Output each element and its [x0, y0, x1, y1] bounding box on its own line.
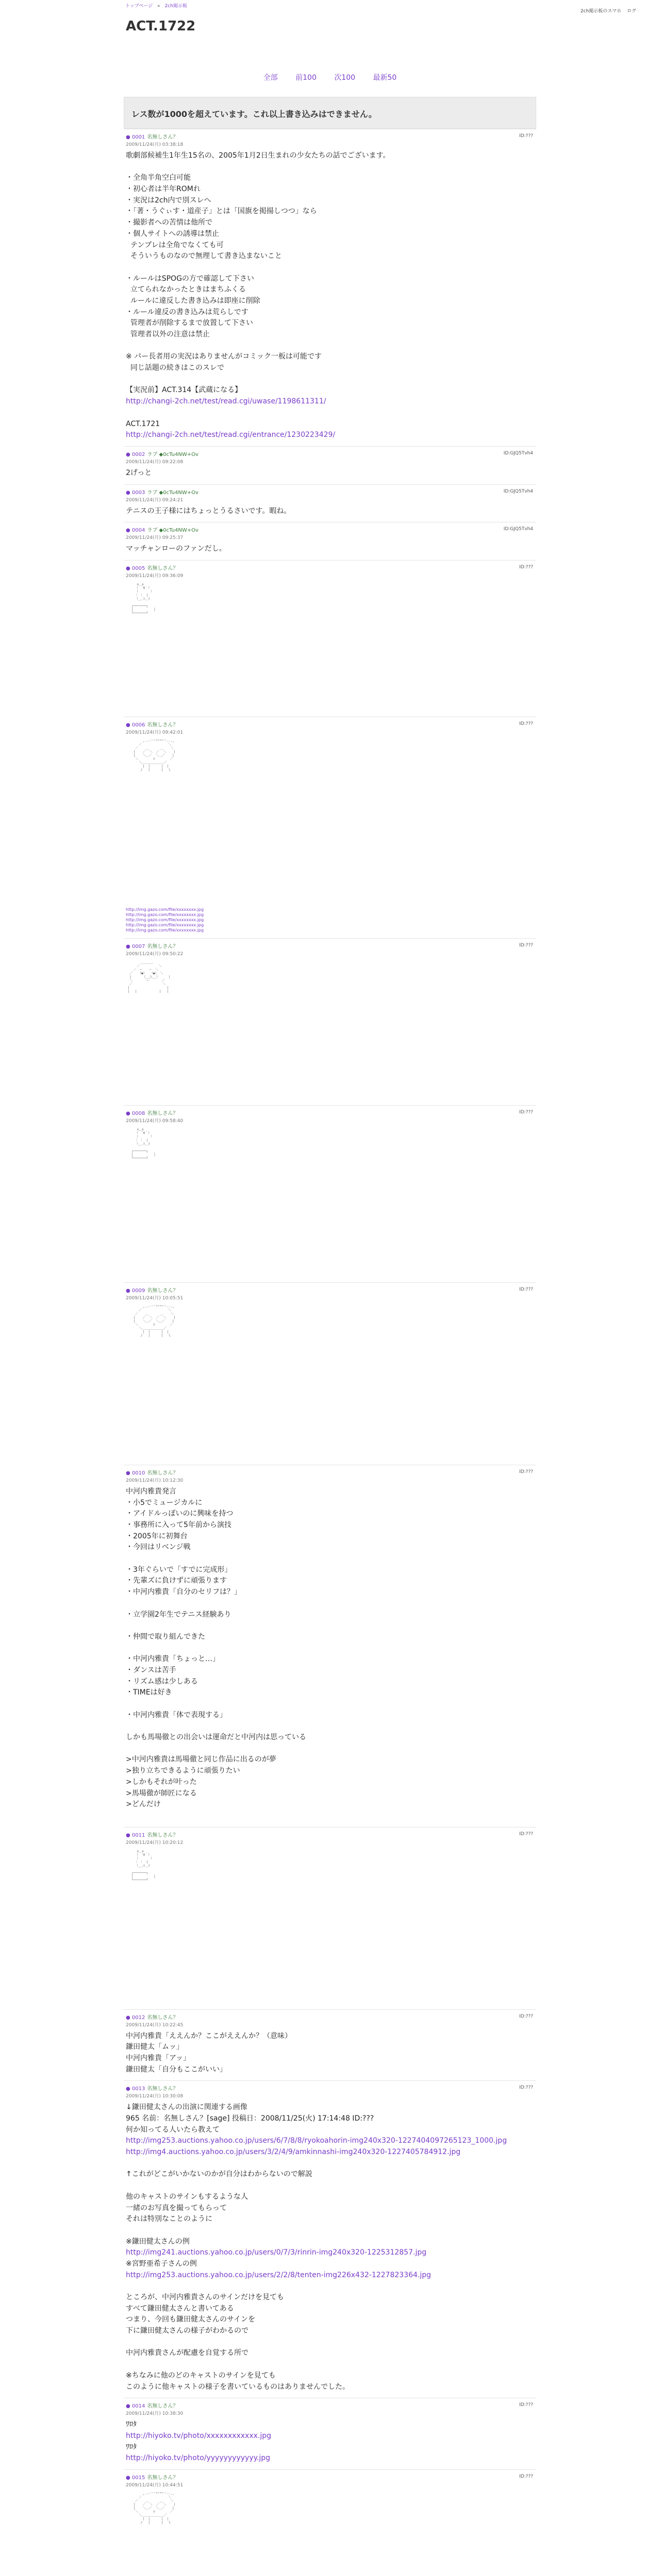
post-list	[124, 129, 536, 2576]
post-text-line	[126, 2337, 534, 2348]
ascii-art: ,.-‐'''""""''‐-., ／ ＼ ／ ＿ ＿ ＼ | ／ ＼ ／ ＼ | | ＼＿／ ＼＿／ | ＼ ▽ ／ ＼＿＿＿＿＿＿＿／ | | | | / | | \	[133, 739, 176, 772]
post-date: 2009/11/24(月) 10:12:30	[126, 1478, 184, 1483]
image-link-list	[126, 907, 534, 933]
post-author-name: 名無しさん？	[147, 2475, 178, 2481]
post-date: 2009/11/24(月) 09:58:40	[126, 1118, 184, 1124]
post-author-name: ラブ ◆0cTu4NW+Ov	[147, 451, 198, 457]
ascii-art: ∧＿∧ （ ´∀｀） （ ） ｜ ｜ | （_＿)＿) ┌───────┐ │ │ └───────┘	[131, 1849, 156, 1882]
post-date: 2009/11/24(月) 09:50:22	[126, 951, 184, 957]
post-date: 2009/11/24(月) 09:25:37	[126, 535, 184, 541]
post-text-line: ・2005年に初舞台	[126, 1532, 188, 1540]
post-header	[126, 1109, 534, 1116]
post-date: 2009/11/24(月) 10:30:08	[126, 2094, 184, 2099]
post-author-name: 名無しさん？	[147, 134, 178, 140]
post-text-line: ※ パー長者用の実況はありませんがコミック一板は可能です	[126, 352, 322, 361]
post-header	[126, 2473, 534, 2481]
post-text-line	[126, 1620, 534, 1632]
post-number-link[interactable]: ● 0002	[126, 451, 145, 457]
post-0003	[124, 484, 536, 522]
post-header	[126, 488, 534, 496]
post-text-line: 一緒のお写真を撮ってもらって	[126, 2204, 227, 2212]
post-text-line: ・先輩ズに負けずに頑張ります	[126, 1577, 227, 1585]
post-text-line: ・小5でミュージカルに	[126, 1498, 203, 1507]
post-text-line	[126, 408, 534, 419]
post-text-line: ところが、中河内雅貴さんのサインだけを見ても	[126, 2293, 285, 2301]
image-link[interactable]: http://img.gazo.com/file/xxxxxxxx.jpg	[126, 927, 204, 933]
post-date: 2009/11/24(月) 10:05:51	[126, 1295, 184, 1301]
post-number-link[interactable]: ● 0011	[126, 1832, 145, 1838]
post-header	[126, 526, 534, 533]
post-number-link[interactable]: ● 0006	[126, 722, 145, 728]
post-text-line	[126, 1699, 534, 1710]
post-number-link[interactable]: ● 0007	[126, 943, 145, 950]
post-text-line: >馬場徹が師匠になる	[126, 1789, 197, 1798]
ascii-art: ＿＿＿＿ ／ ＼ ／ ─ ─ ＼ ／ （●） （●） ＼ | （__人__） | ＼ ｀⌒´ ／ ／ ＼ | | | | | |	[127, 960, 171, 993]
post-id: ID:???	[519, 133, 533, 139]
post-number-link[interactable]: ● 0012	[126, 2014, 145, 2021]
post-link[interactable]: http://changi-2ch.net/test/read.cgi/entrance/1230223429/	[126, 431, 336, 439]
top-navigation	[0, 0, 662, 14]
post-header	[126, 2084, 534, 2092]
post-text-line: ・事務所に入って5年前から演技	[126, 1521, 231, 1529]
post-date: 2009/11/24(月) 10:22:45	[126, 2022, 184, 2028]
post-header	[126, 720, 534, 728]
post-text-line: ※宮野亜希子さんの例	[126, 2259, 197, 2268]
post-number-link[interactable]: ● 0001	[126, 134, 145, 140]
post-id: ID:???	[519, 1286, 533, 1292]
post-text-line: 立てられなかったときはまちふくる	[126, 285, 246, 294]
ascii-art: ∧＿∧ （ ´∀｀） （ ） ｜ ｜ | （_＿)＿) ┌───────┐ │ │ └───────┘	[131, 1127, 156, 1160]
smartphone-link[interactable]: 2ch掲示板のスマホ	[580, 9, 622, 14]
post-text-line	[126, 341, 534, 352]
post-number-link[interactable]: ● 0008	[126, 1110, 145, 1116]
post-text-line: テニスの王子様にはちょっとうるさいです。暇ね。	[126, 506, 291, 515]
post-text-line: ・初心者は半年ROMれ	[126, 185, 201, 194]
post-0004	[124, 522, 536, 560]
post-text-line: ﾜﾛﾀ	[126, 2443, 137, 2451]
post-text-line	[126, 1721, 534, 1732]
thread-page	[124, 15, 536, 2576]
ascii-art: ,.-‐'''""""''‐-., ／ ＼ ／ ＿ ＿ ＼ | ／ ＼ ／ ＼ | | ＼＿／ ＼＿／ | ＼ ▽ ／ ＼＿＿＿＿＿＿＿／ | | | | / | | \	[133, 1304, 176, 1337]
post-text-line	[126, 2281, 534, 2292]
image-link[interactable]: http://img.gazo.com/file/xxxxxxxx.jpg	[126, 922, 204, 927]
post-text-line	[126, 374, 534, 385]
post-id: ID:???	[519, 1831, 533, 1837]
post-id: ID:???	[519, 564, 533, 570]
post-text-line: それは特別なことのように	[126, 2215, 212, 2224]
post-text-line: 他のキャストのサインもするような人	[126, 2192, 249, 2201]
post-body	[126, 506, 534, 517]
image-link[interactable]: http://img.gazo.com/file/xxxxxxxx.jpg	[126, 917, 204, 922]
post-author-name: 名無しさん？	[147, 943, 178, 950]
post-text-line: ・リズム感は少しある	[126, 1677, 198, 1686]
pager-latest50-link[interactable]: 最新50	[373, 74, 397, 82]
post-date: 2009/11/24(月) 09:36:09	[126, 573, 184, 579]
post-header	[126, 132, 534, 140]
post-text-line: 【実況前】ACT.314【武蔵になる】	[126, 386, 242, 395]
post-text-line: ﾜﾛﾀ	[126, 2420, 137, 2429]
post-link[interactable]: http://img4.auctions.yahoo.co.jp/users/3/2/4/9/amkinnashi-img240x320-1227405784912.jpg	[126, 2148, 461, 2157]
post-text-line	[126, 162, 534, 173]
post-0001	[124, 129, 536, 446]
post-text-line: ・ルール違反の書き込みは荒らしです	[126, 308, 249, 316]
post-text-line: ACT.1721	[126, 419, 160, 428]
post-text-line: ・「著・うぐぃす・道産子」とは「国旗を掲揚しつつ」なら	[126, 207, 317, 216]
post-text-line: >独り立ちできるように頑張りたい	[126, 1767, 240, 1775]
post-text-line	[126, 1743, 534, 1755]
post-author-name: 名無しさん？	[147, 565, 178, 571]
post-link[interactable]: http://img241.auctions.yahoo.co.jp/users/0/7/3/rinrin-img240x320-1225312857.jpg	[126, 2248, 427, 2257]
post-header	[126, 2013, 534, 2021]
post-text-line: ルールに違反した書き込みは即座に削除	[126, 296, 260, 305]
post-text-line: ・仲間で取り組んできた	[126, 1632, 205, 1641]
pager-prev100-link[interactable]: 前100	[295, 74, 317, 82]
post-0010	[124, 1465, 536, 1827]
post-header	[126, 450, 534, 457]
post-number-link[interactable]: ● 0013	[126, 2086, 145, 2092]
post-id: ID:GJQ5Tvh4	[503, 527, 533, 532]
post-text-line: 鎌田健太「ムッ」	[126, 2043, 184, 2052]
post-text-line: ・立学園2年生でテニス経験あり	[126, 1610, 231, 1619]
post-date: 2009/11/24(月) 09:22:08	[126, 459, 184, 465]
post-0002	[124, 446, 536, 484]
post-id: ID:???	[519, 942, 533, 948]
post-text-line: 何か知ってる人いたら教えて	[126, 2125, 220, 2134]
post-text-line: ・個人サイトへの誘導は禁止	[126, 229, 220, 238]
post-text-line: 下に鎌田健太さんの様子がわかるので	[126, 2327, 249, 2335]
post-text-line: ※鎌田健太さんの例	[126, 2237, 190, 2246]
post-text-line: ・中河内雅貴「ちょっと…」	[126, 1655, 220, 1664]
post-number-link[interactable]: ● 0010	[126, 1470, 145, 1476]
post-number-link[interactable]: ● 0003	[126, 489, 145, 496]
post-text-line: 中河内雅貴「ええんか？ここがええんか？（意味）	[126, 2031, 292, 2040]
post-text-line: ・ルールはSPOGの方で確認して下さい	[126, 274, 254, 283]
post-0012	[124, 2009, 536, 2081]
post-text-line: ↑これがどこがいかないのかが自分はわからないので解説	[126, 2170, 312, 2179]
image-link[interactable]: http://img.gazo.com/file/xxxxxxxx.jpg	[126, 907, 204, 912]
post-id: ID:???	[519, 1109, 533, 1115]
post-body	[126, 468, 534, 479]
post-text-line: 同じ話題の続きはこのスレで	[126, 364, 224, 372]
post-0014	[124, 2398, 536, 2469]
post-date: 2009/11/24(月) 09:42:01	[126, 730, 184, 735]
post-header	[126, 2401, 534, 2409]
post-text-line: 管理者以外の注意は禁止	[126, 330, 210, 338]
post-date: 2009/11/24(月) 10:38:30	[126, 2411, 184, 2417]
post-text-line: マッチャンローのファンだし。	[126, 545, 226, 553]
post-author-name: 名無しさん？	[147, 1832, 178, 1838]
post-header	[126, 564, 534, 571]
post-header	[126, 1831, 534, 1838]
post-0005	[124, 560, 536, 717]
post-body	[126, 2102, 534, 2393]
post-author-name: 名無しさん？	[147, 2403, 178, 2410]
post-text-line	[126, 1643, 534, 1654]
top-right-links	[576, 7, 636, 14]
post-text-line: ・ダンスは苦手	[126, 1666, 176, 1674]
post-date: 2009/11/24(月) 09:24:21	[126, 497, 184, 503]
post-author-name: 名無しさん？	[147, 1110, 178, 1116]
post-text-line: ・アイドルっぽいのに興味を持つ	[126, 1510, 234, 1518]
post-text-line: 中河内雅貴さんが配慮を自覚する所で	[126, 2349, 249, 2358]
post-text-line: ・TIMEは好き	[126, 1688, 172, 1697]
post-id: ID:???	[519, 2085, 533, 2091]
post-text-line: 中河内雅貴「アッ」	[126, 2054, 191, 2062]
post-text-line	[126, 2158, 534, 2170]
image-link[interactable]: http://img.gazo.com/file/xxxxxxxx.jpg	[126, 912, 204, 917]
post-0006	[124, 717, 536, 938]
post-text-line: このように他キャストの様子を書いているものはありませんでした。	[126, 2382, 350, 2391]
post-text-line: ※ちなみに他のどのキャストのサインを見ても	[126, 2371, 276, 2380]
post-link[interactable]: http://hiyoko.tv/photo/yyyyyyyyyyyy.jpg	[126, 2454, 271, 2463]
post-0008	[124, 1105, 536, 1282]
post-link[interactable]: http://img253.auctions.yahoo.co.jp/users/2/2/8/tenten-img226x432-1227823364.jpg	[126, 2270, 432, 2279]
post-text-line: ・実況は2ch内で別スレへ	[126, 196, 211, 205]
post-author-name: 名無しさん？	[147, 2086, 178, 2092]
post-text-line: ・中河内雅貴「自分のセリフは？」	[126, 1588, 241, 1597]
post-id: ID:???	[519, 1469, 533, 1475]
post-text-line: ・中河内雅貴「体で表現する」	[126, 1710, 227, 1719]
post-0013	[124, 2080, 536, 2398]
post-body	[126, 150, 534, 441]
post-author-name: 名無しさん？	[147, 2014, 178, 2021]
post-0015	[124, 2469, 536, 2576]
post-text-line	[126, 2225, 534, 2236]
post-body	[126, 1486, 534, 1822]
post-text-line: >どんだけ	[126, 1800, 161, 1809]
post-text-line	[126, 2359, 534, 2370]
ascii-art: ,.-‐'''""""''‐-., ／ ＼ ／ ＿ ＿ ＼ | ／ ＼ ／ ＼ | | ＼＿／ ＼＿／ | ＼ ▽ ／ ＼＿＿＿＿＿＿＿／ | | | | / | | \	[133, 2492, 176, 2524]
post-text-line	[126, 1810, 534, 1822]
post-number-link[interactable]: ● 0009	[126, 1287, 145, 1294]
post-text-line: しかも馬場徹との出会いは運命だと中河内は思っている	[126, 1733, 306, 1742]
post-header	[126, 1468, 534, 1476]
post-number-link[interactable]: ● 0005	[126, 565, 145, 571]
post-author-name: 名無しさん？	[147, 1287, 178, 1294]
post-author-name: ラブ ◆0cTu4NW+Ov	[147, 489, 198, 496]
post-0007	[124, 938, 536, 1105]
post-text-line	[126, 1598, 534, 1609]
post-id: ID:GJQ5Tvh4	[503, 450, 533, 456]
post-text-line: >中河内雅貴は馬場徹と同じ作品に出るのが夢	[126, 1755, 276, 1764]
post-0009	[124, 1282, 536, 1465]
post-id: ID:???	[519, 721, 533, 726]
post-number-link[interactable]: ● 0004	[126, 528, 145, 534]
post-text-line: ・3年ぐらいで「すでに完成形」	[126, 1565, 232, 1574]
pager-all-link[interactable]: 全部	[263, 74, 278, 82]
post-date: 2009/11/24(月) 10:20:12	[126, 1840, 184, 1845]
post-author-name: 名無しさん？	[147, 722, 178, 728]
post-date: 2009/11/24(月) 03:38:18	[126, 142, 184, 147]
post-text-line: 管理者が削除するまで放置して下さい	[126, 319, 253, 328]
post-author-name: 名無しさん？	[147, 1470, 178, 1476]
post-id: ID:GJQ5Tvh4	[503, 488, 533, 494]
post-text-line: そういうものなので無理して書き込まないこと	[126, 252, 282, 261]
ascii-art: ∧＿∧ （ ´∀｀） （ ） ｜ ｜ | （_＿)＿) ┌───────┐ │ │ └───────┘	[131, 582, 156, 615]
post-text-line: 965 名前：名無しさん？[sage] 投稿日：2008/11/25(火) 17:14:48 ID:???	[126, 2114, 374, 2123]
post-date: 2009/11/24(月) 10:44:51	[126, 2482, 184, 2488]
post-link[interactable]: http://hiyoko.tv/photo/xxxxxxxxxxxx.jpg	[126, 2431, 272, 2440]
post-number-link[interactable]: ● 0014	[126, 2403, 145, 2410]
breadcrumb-board-link[interactable]: 2ch掲示板	[164, 4, 187, 9]
post-link[interactable]: http://changi-2ch.net/test/read.cgi/uwase/1198611311/	[126, 397, 326, 406]
post-body	[126, 2031, 534, 2076]
post-text-line	[126, 262, 534, 274]
post-id: ID:???	[519, 2402, 533, 2408]
breadcrumb-home-link[interactable]: トップページ	[125, 4, 153, 9]
post-text-line: ・今回はリベンジ戦	[126, 1543, 191, 1552]
post-author-name: ラブ ◆0cTu4NW+Ov	[147, 528, 198, 534]
thread-full-notice: レス数が1000を超えています。これ以上書き込みはできません。	[124, 97, 536, 129]
post-body	[126, 544, 534, 555]
post-body	[126, 2419, 534, 2464]
post-text-line: 2げっと	[126, 468, 152, 477]
post-text-line: 鎌田健太「自分もここがいい」	[126, 2065, 227, 2074]
post-id: ID:???	[519, 2013, 533, 2019]
post-number-link[interactable]: ● 0015	[126, 2475, 145, 2481]
post-text-line: テンプレは全角でなくても可	[126, 241, 224, 249]
breadcrumb-separator: »	[157, 4, 160, 9]
post-text-line: >しかもそれが叶った	[126, 1777, 197, 1786]
post-text-line: ・全角半角空白可能	[126, 174, 191, 182]
post-text-line	[126, 2180, 534, 2192]
post-text-line: すべて鎌田健太さんと書いてある	[126, 2304, 234, 2313]
breadcrumb	[125, 2, 190, 9]
post-header	[126, 1286, 534, 1294]
post-header	[126, 942, 534, 950]
post-0011	[124, 1827, 536, 2009]
log-link[interactable]: ログ	[626, 9, 636, 14]
page-title: ACT.1722	[126, 19, 196, 34]
post-link[interactable]: http://img253.auctions.yahoo.co.jp/users/6/7/8/8/ryokoahorin-img240x320-1227404097265123_1000.jpg	[126, 2137, 507, 2145]
pager	[124, 72, 536, 82]
post-text-line: 歌劇部候補生1年生15名の、2005年1月2日生まれの少女たちの話でございます。	[126, 151, 390, 160]
post-text-line	[126, 1553, 534, 1565]
post-text-line: ↓鎌田健太さんの出演に関連する画像	[126, 2103, 247, 2112]
post-text-line: 中河内雅貴発言	[126, 1487, 176, 1496]
pager-next100-link[interactable]: 次100	[334, 74, 356, 82]
post-text-line: つまり、今回も鎌田健太さんのサインを	[126, 2315, 256, 2324]
post-text-line: ・撮影者への苦情は他所で	[126, 218, 212, 227]
post-id: ID:???	[519, 2473, 533, 2479]
